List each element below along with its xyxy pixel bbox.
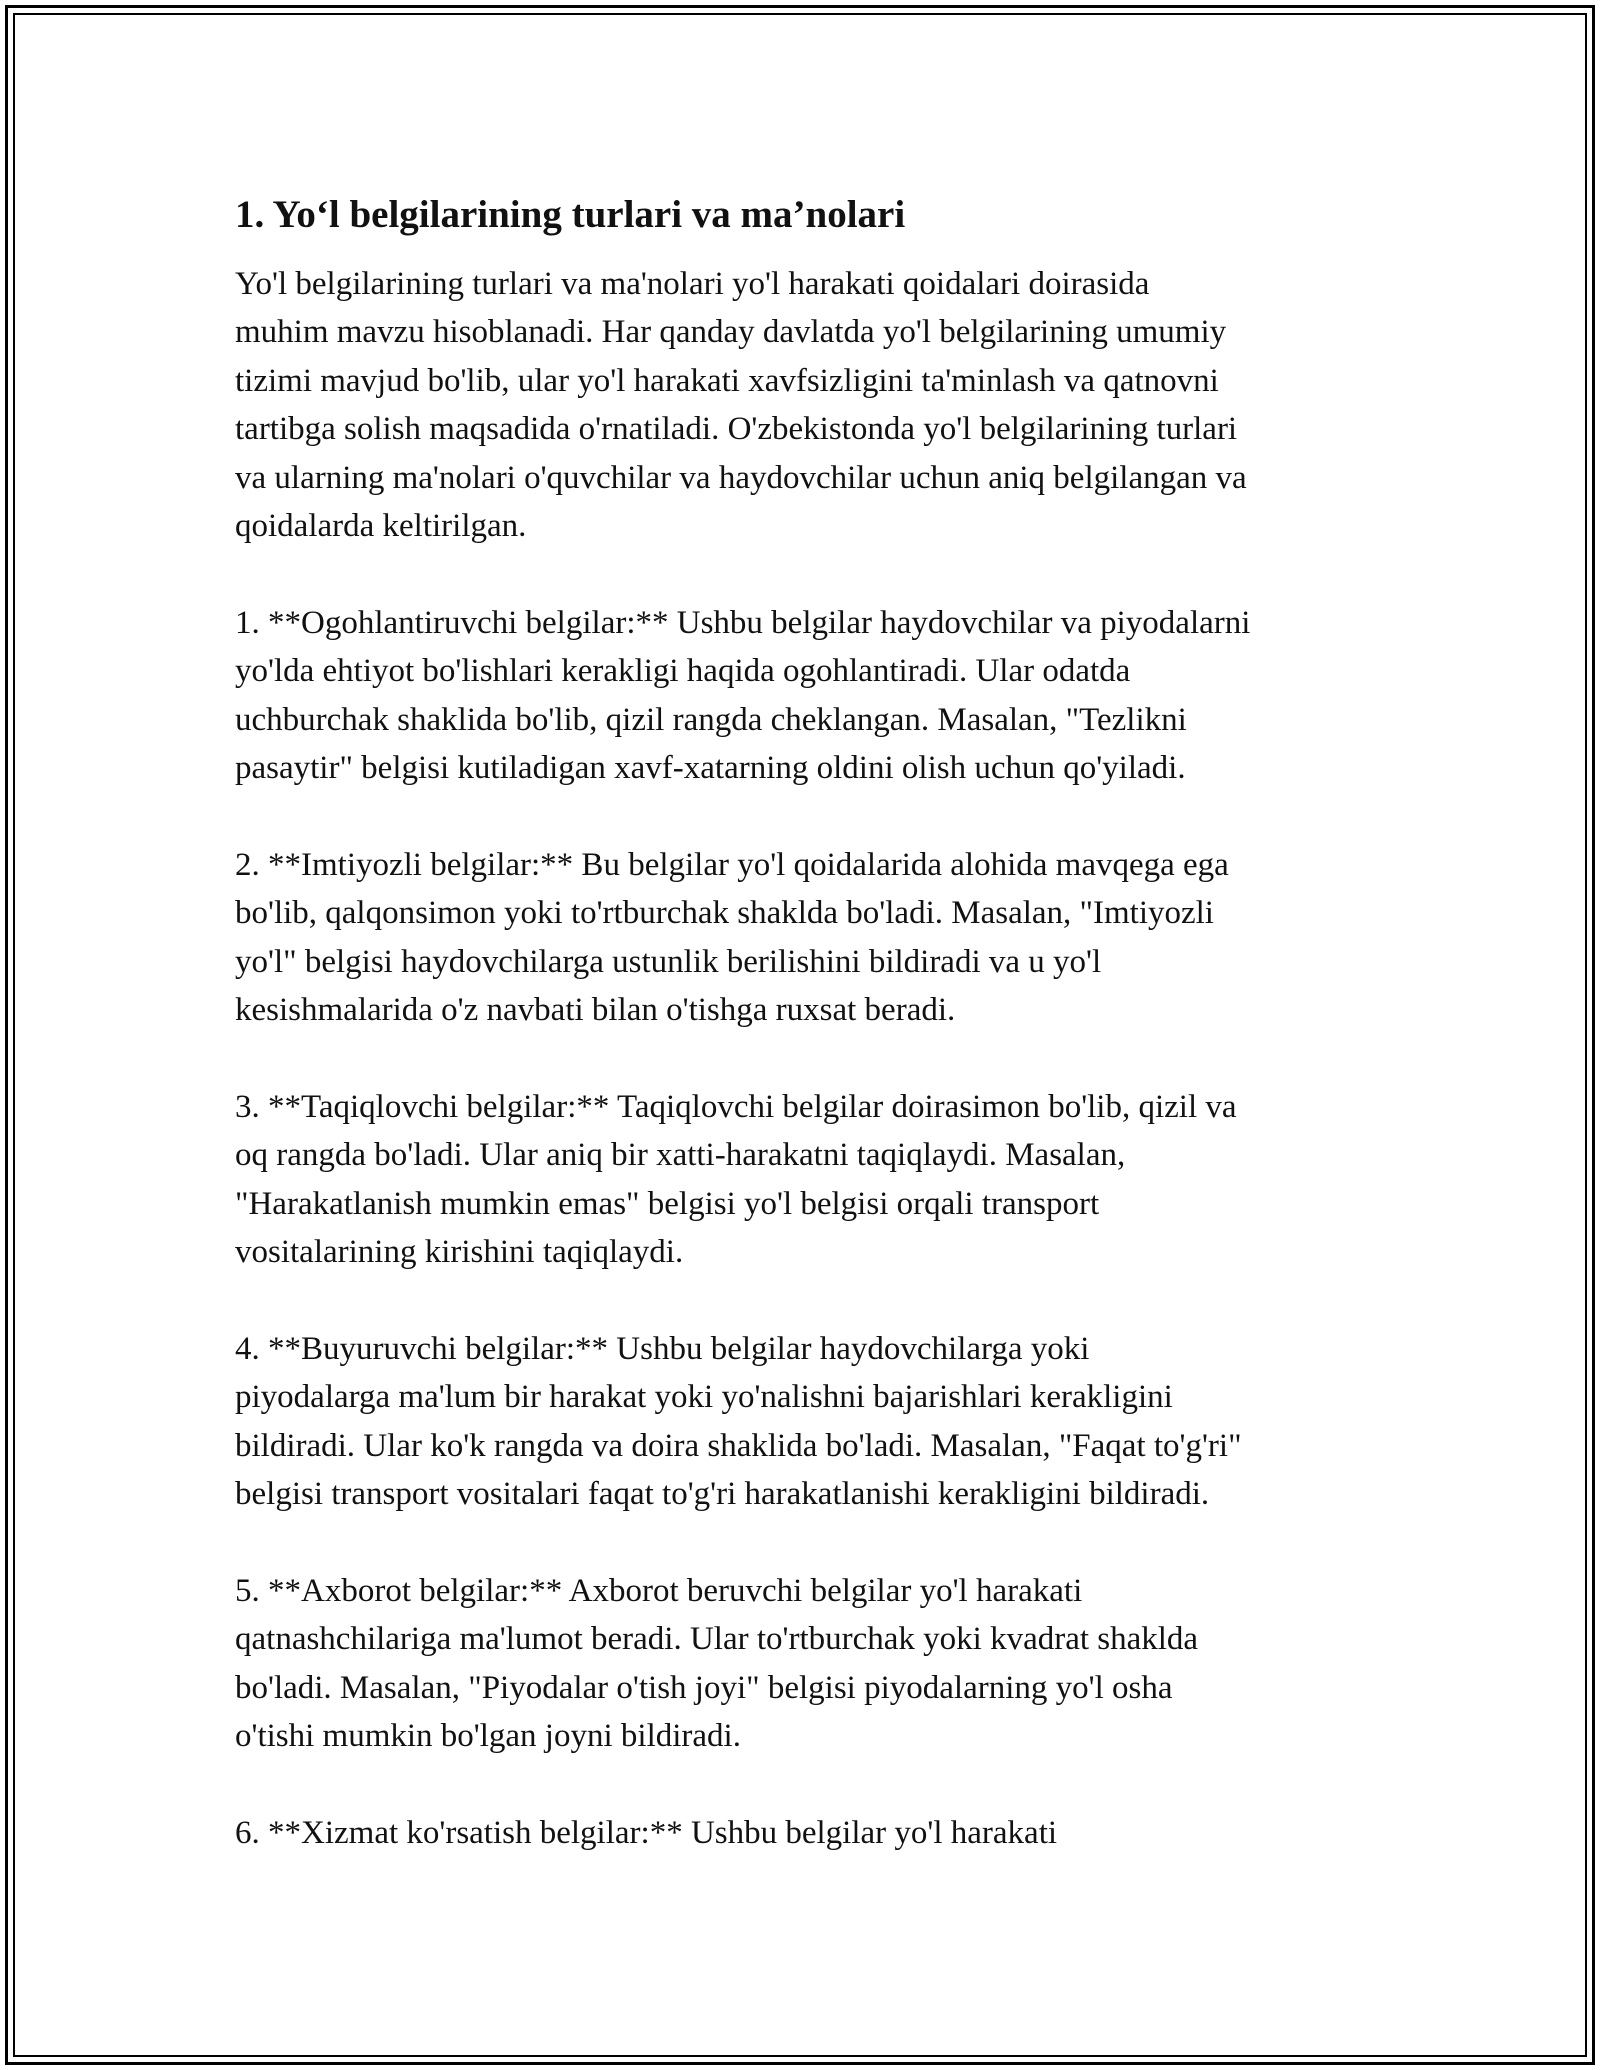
- document-body: [235, 190, 1375, 1906]
- list-item-prohibitory-signs: 3. **Taqiqlovchi belgilar:** Taqiqlovchi belgilar doirasimon bo'lib, qizil va oq rangda bo'ladi. Ular aniq bir xatti-harakatni taqiqlaydi. Masalan, "Harakatlanish mumkin emas" belgisi yo'l belgisi orqali transport vositalarining kirishini taqiqlaydi.: [235, 1088, 1237, 1271]
- list-item-service-signs: 6. **Xizmat ko'rsatish belgilar:** Ushbu belgilar yo'l harakati: [235, 1814, 1058, 1851]
- list-item-warning-signs: 1. **Ogohlantiruvchi belgilar:** Ushbu belgilar haydovchilar va piyodalarni yo'lda ehtiyot bo'lishlari kerakligi haqida ogohlantiradi. Ular odatda uchburchak shaklida bo'lib, qizil rangda cheklangan. Masalan, "Tezlikni pasaytir" belgisi kutiladigan xavf-xatarning oldini olish uchun qo'yiladi.: [235, 604, 1251, 787]
- list-item-mandatory-signs: 4. **Buyuruvchi belgilar:** Ushbu belgilar haydovchilarga yoki piyodalarga ma'lum bir harakat yoki yo'nalishni bajarishlari kerakligini bildiradi. Ular ko'k rangda va doira shaklida bo'ladi. Masalan, "Faqat to'g'ri" belgisi transport vositalari faqat to'g'ri harakatlanishi kerakligini bildiradi.: [235, 1330, 1242, 1513]
- list-item-information-signs: 5. **Axborot belgilar:** Axborot beruvchi belgilar yo'l harakati qatnashchilariga ma'lumot beradi. Ular to'rtburchak yoki kvadrat shaklda bo'ladi. Masalan, "Piyodalar o'tish joyi" belgisi piyodalarning yo'l osha o'tishi mumkin bo'lgan joyni bildiradi.: [235, 1572, 1199, 1755]
- intro-paragraph: Yo'l belgilarining turlari va ma'nolari yo'l harakati qoidalari doirasida muhim mavzu hisoblanadi. Har qanday davlatda yo'l belgilarining umumiy tizimi mavjud bo'lib, ular yo'l harakati xavfsizligini ta'minlash va qatnovni tartibga solish maqsadida o'rnatiladi. O'zbekistonda yo'l belgilarining turlari va ularning ma'nolari o'quvchilar va haydovchilar uchun aniq belgilangan va qoidalarda keltirilgan.: [235, 266, 1247, 545]
- document-title: 1. Yo‘l belgilarining turlari va ma’nolari: [235, 193, 906, 236]
- list-item-priority-signs: 2. **Imtiyozli belgilar:** Bu belgilar yo'l qoidalarida alohida mavqega ega bo'lib, qalqonsimon yoki to'rtburchak shaklda bo'ladi. Masalan, "Imtiyozli yo'l" belgisi haydovchilarga ustunlik berilishini bildiradi va u yo'l kesishmalarida o'z navbati bilan o'tishga ruxsat beradi.: [235, 846, 1229, 1029]
